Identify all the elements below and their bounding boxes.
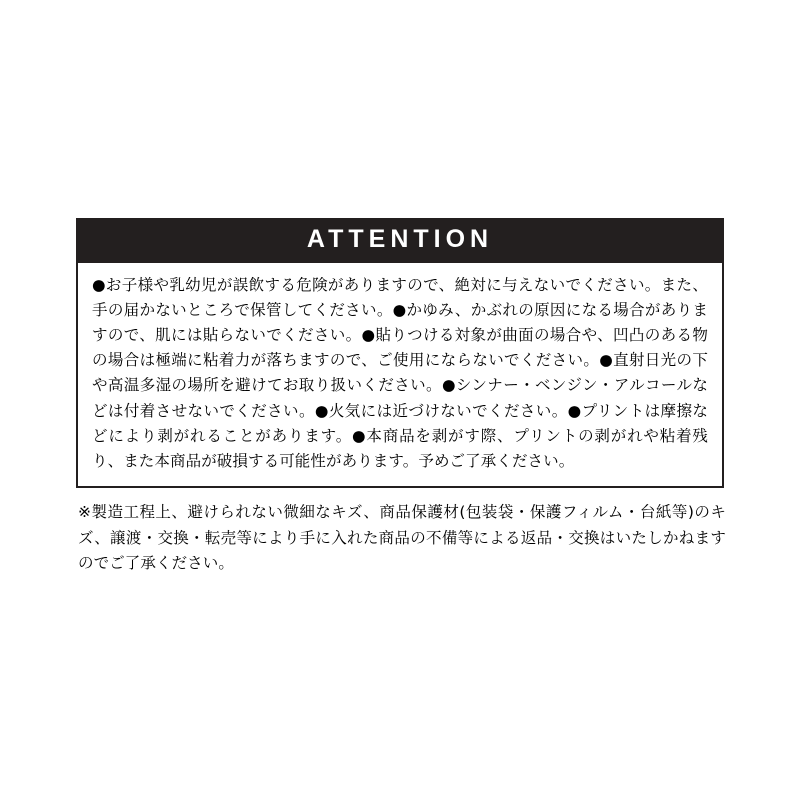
attention-body-text: ●お子様や乳幼児が誤飲する危険がありますので、絶対に与えないでください。また、手の届かないところで保管してください。●かゆみ、かぶれの原因になる場合がありますので、肌には貼らないでください。●貼りつける対象が曲面の場合や、凹凸のある物の場合は極端に粘着力が落ちますので、ご使用にならないでください。●直射日光の下や高温多湿の場所を避けてお取り扱いください。●シンナー・ベンジン・アルコールなどは付着させないでください。●火気には近づけないでください。●プリントは摩擦などにより剥がれることがあります。●本商品を剥がす際、プリントの剥がれや粘着残り、また本商品が破損する可能性があります。予めご了承ください。 — [92, 276, 708, 470]
attention-notice-box — [76, 218, 724, 488]
attention-body — [76, 263, 724, 488]
footnote-text: ※製造工程上、避けられない微細なキズ、商品保護材(包装袋・保護フィルム・台紙等)のキズ、譲渡・交換・転売等により手に入れた商品の不備等による返品・交換はいたしかねますのでご了承ください。 — [78, 503, 726, 573]
attention-header-title: ATTENTION — [76, 218, 724, 263]
footnote-block — [78, 500, 726, 577]
